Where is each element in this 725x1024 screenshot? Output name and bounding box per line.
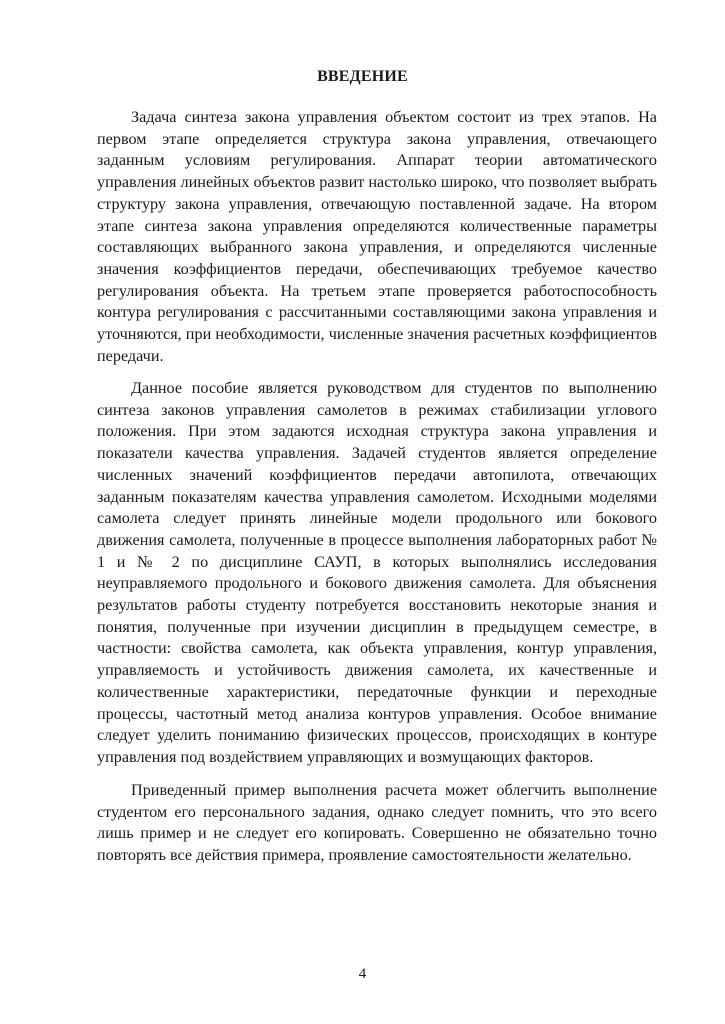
paragraph-example-note: Приведенный пример выполнения расчета может облегчить выполнение студентом его персонального задания, однако следует помнить, что это всего лишь пример и не следует его копировать. Совершенно не обязательно точно повторять все действия примера, проявление самостоятельности желательно.: [97, 781, 657, 865]
page-number: 4: [358, 966, 367, 982]
paragraph-stages: Задача синтеза закона управления объектом состоит из трех этапов. На первом этапе определяется структура закона управления, отвечающего заданным условиям регулирования. Аппарат теории автоматического управления линейных объектов развит настолько широко, что позволяет выбрать структуру закона управления, отвечающую поставленной задаче. На втором этапе синтеза закона управления определяются количественные параметры составляющих выбранного закона управления, и определяются численные значения коэффициентов передачи, обеспечивающих требуемое качество регулирования объекта. На третьем этапе проверяется работоспособность контура регулирования с рассчитанными составляющими закона управления и уточняются, при необходимости, численные значения расчетных коэффициентов передачи.: [97, 108, 657, 365]
page-title: ВВЕДЕНИЕ: [317, 68, 408, 85]
paragraph-manual-purpose: Данное пособие является руководством для студентов по выполнению синтеза законов управления самолетов в режимах стабилизации углового положения. При этом задаются исходная структура закона управления и показатели качества управления. Задачей студентов является определение численных значений коэффициентов передачи автопилота, отвечающих заданным показателям качества управления самолетом. Исходными моделями самолета следует принять линейные модели продольного или бокового движения самолета, полученные в процессе выполнения лабораторных работ № 1 и № 2 по дисциплине САУП, в которых выполнялись исследования неуправляемого продольного и бокового движения самолета. Для объяснения результатов работы студенту потребуется восстановить некоторые знания и понятия, полученные при изучении дисциплин в предыдущем семестре, в частности: свойства самолета, как объекта управления, контур управления, управляемость и устойчивость движения самолета, их качественные и количественные характеристики, передаточные функции и переходные процессы, частотный метод анализа контуров управления. Особое внимание следует уделить пониманию физических процессов, происходящих в контуре управления под воздействием управляющих и возмущающих факторов.: [97, 379, 657, 766]
